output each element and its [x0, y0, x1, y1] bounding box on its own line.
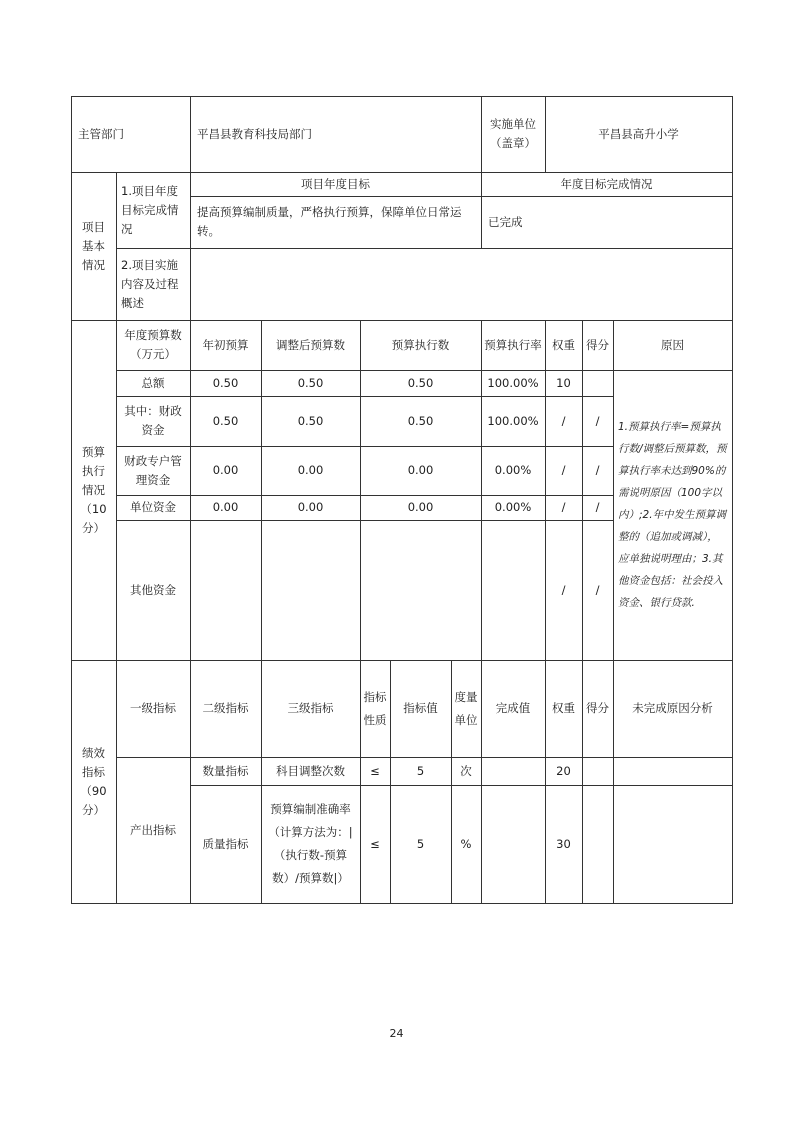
budget-row-initial: 0.50: [212, 413, 239, 428]
perf-row-unit: 次: [460, 763, 472, 778]
perf-row-done: [481, 785, 545, 903]
budget-header-score: 得分: [586, 337, 609, 352]
perf-row-unit: %: [460, 836, 472, 851]
reason-note: 1.预算执行率=预算执行数/调整后预算数，预算执行率未达到90%的需说明原因（100字以内）;2.年中发生预算调整的（追加或调减），应单独说明理由；3.其他资金包括：社会投入资金、银行贷款.: [618, 421, 727, 609]
budget-row-weight: /: [561, 582, 566, 597]
budget-row-adjusted: 0.00: [297, 463, 324, 477]
perf-row-level3: 预算编制准确率（计算方法为：|（执行数-预算数）/预算数|）: [268, 802, 353, 885]
budget-header-category: 年度预算数（万元）: [124, 328, 182, 361]
perf-row-level3: 科目调整次数: [276, 763, 345, 778]
perf-row-score: [582, 757, 613, 785]
budget-row-executed: 0.50: [407, 413, 434, 428]
budget-row-executed: [360, 520, 481, 660]
perf-header-8: 得分: [586, 701, 609, 715]
budget-row-score: /: [595, 500, 600, 514]
perf-row-analysis: [613, 785, 732, 903]
budget-row-weight: /: [561, 463, 566, 477]
unit-value: 平昌县高升小学: [598, 126, 679, 141]
budget-row-initial: [190, 520, 261, 660]
budget-row-executed: 0.00: [407, 463, 434, 477]
level1-indicator: 产出指标: [130, 822, 176, 837]
budget-header-initial: 年初预算: [202, 337, 249, 352]
budget-row-score: /: [595, 413, 600, 428]
perf-row-nature: ≤: [370, 836, 380, 851]
budget-row-weight: /: [561, 500, 566, 514]
perf-header-6: 完成值: [495, 701, 531, 715]
budget-row-name: 单位资金: [130, 500, 176, 514]
budget-row-name: 总额: [141, 375, 165, 390]
perf-row-level2: 数量指标: [202, 763, 249, 778]
perf-header-0: 一级指标: [130, 701, 176, 715]
perf-header-9: 未完成原因分析: [632, 701, 713, 715]
budget-row-name: 财政专户管理资金: [124, 453, 182, 487]
basic-section-label: 项目基本情况: [82, 219, 105, 272]
budget-row-executed: 0.00: [407, 500, 434, 514]
unit-label: 实施单位（盖章）: [490, 117, 536, 150]
budget-header-adjusted: 调整后预算数: [276, 337, 345, 352]
budget-row-rate: [481, 520, 545, 660]
goal-col-header: 项目年度目标: [301, 176, 370, 191]
budget-row-adjusted: [261, 520, 360, 660]
budget-row-name: 其他资金: [130, 582, 176, 597]
page-number: 24: [389, 1027, 404, 1040]
grid-line: [732, 96, 733, 904]
goal-label: 1.项目年度目标完成情况: [121, 183, 179, 236]
budget-header-rate: 预算执行率: [484, 337, 542, 352]
content-text: [190, 248, 732, 320]
perf-header-7: 权重: [552, 701, 575, 715]
budget-row-weight: 10: [556, 375, 571, 390]
budget-row-score: /: [595, 582, 600, 597]
perf-row-score: [582, 785, 613, 903]
budget-row-rate: 0.00%: [494, 500, 532, 514]
budget-row-rate: 0.00%: [494, 463, 532, 477]
budget-row-score: /: [595, 463, 600, 477]
perf-header-4: 指标值: [403, 701, 438, 715]
perf-header-1: 二级指标: [202, 701, 249, 715]
perf-header-2: 三级指标: [287, 701, 334, 715]
budget-row-adjusted: 0.50: [297, 413, 324, 428]
dept-label: 主管部门: [78, 126, 124, 141]
perf-header-3: 指标性质: [363, 689, 387, 727]
budget-row-name: 其中：财政资金: [124, 404, 182, 437]
perf-row-weight: 30: [556, 836, 571, 851]
budget-header-weight: 权重: [552, 337, 575, 352]
perf-row-analysis: [613, 757, 732, 785]
perf-row-nature: ≤: [370, 763, 380, 778]
goal-text: 提高预算编制质量，严格执行预算，保障单位日常运转。: [197, 205, 462, 238]
budget-row-initial: 0.00: [212, 463, 239, 477]
content-label: 2.项目实施内容及过程概述: [121, 257, 179, 310]
perf-row-level2: 质量指标: [202, 836, 249, 851]
perf-row-value: 5: [416, 763, 425, 778]
dept-value: 平昌县教育科技局部门: [197, 126, 312, 141]
completion-col-header: 年度目标完成情况: [560, 176, 653, 191]
perf-header-5: 度量单位: [454, 689, 478, 727]
budget-row-adjusted: 0.50: [297, 375, 324, 390]
budget-row-initial: 0.50: [212, 375, 239, 390]
budget-header-reason: 原因: [661, 337, 684, 352]
perf-row-done: [481, 757, 545, 785]
completion-text: 已完成: [488, 214, 523, 229]
budget-header-executed: 预算执行数: [391, 337, 450, 352]
budget-section-label: 预算执行情况（10分）: [80, 444, 107, 535]
perf-row-value: 5: [416, 836, 425, 851]
budget-row-rate: 100.00%: [487, 413, 539, 428]
budget-row-weight: /: [561, 413, 566, 428]
grid-line: [71, 903, 733, 904]
budget-row-score: [582, 370, 613, 396]
budget-row-initial: 0.00: [212, 500, 239, 514]
budget-row-rate: 100.00%: [487, 375, 539, 390]
budget-row-adjusted: 0.00: [297, 500, 324, 514]
perf-row-weight: 20: [556, 763, 571, 778]
budget-row-executed: 0.50: [407, 375, 434, 390]
performance-section-label: 绩效指标（90分）: [80, 745, 107, 817]
